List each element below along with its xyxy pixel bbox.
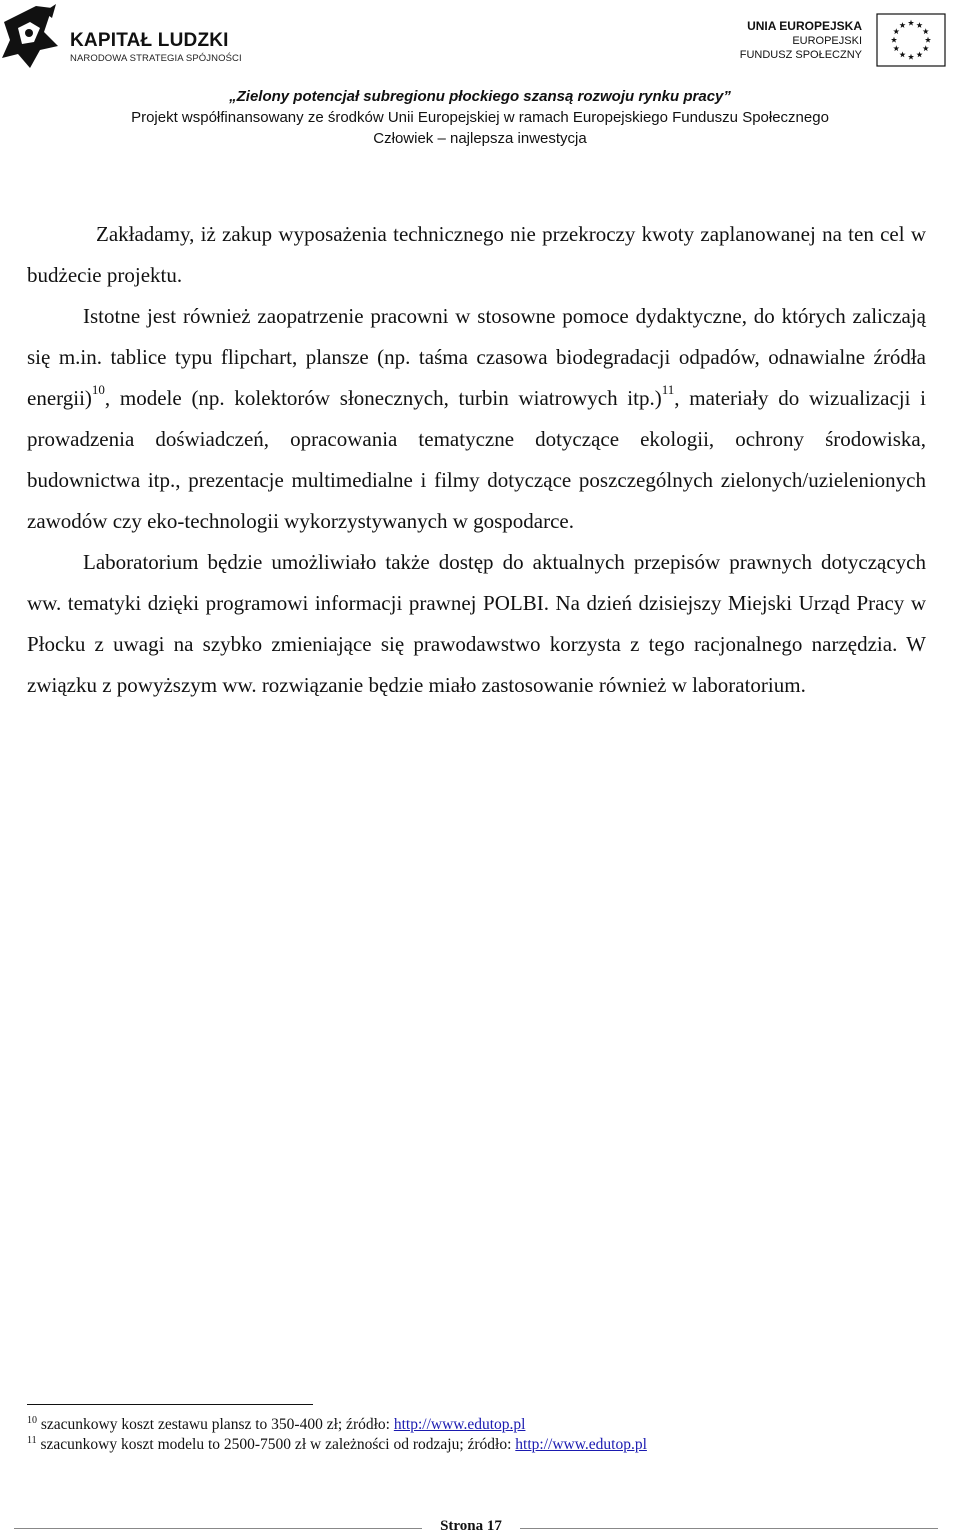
- page-number: Strona 17: [440, 1518, 502, 1534]
- footnote-ref-10[interactable]: 10: [91, 382, 105, 397]
- footnote-number: 10: [27, 1414, 37, 1426]
- paragraph-2-part-b: , modele (np. kolektorów słonecznych, turbin wiatrowych itp.): [104, 386, 662, 410]
- kapital-ludzki-emblem-icon: [0, 2, 62, 70]
- paragraph-2: [27, 296, 926, 542]
- footnote-10: [27, 1415, 927, 1435]
- eu-logo-line1: UNIA EUROPEJSKA: [747, 19, 862, 33]
- cofinance-line: Projekt współfinansowany ze środków Unii Europejskiej w ramach Europejskiego Funduszu Społecznego: [131, 109, 829, 126]
- footnote-text: szacunkowy koszt modelu to 2500-7500 zł w zależności od rodzaju; źródło:: [36, 1436, 516, 1453]
- footnotes: [27, 1415, 927, 1455]
- logo-title: KAPITAŁ LUDZKI: [70, 30, 229, 51]
- footnote-number: 11: [27, 1434, 37, 1446]
- footnote-link[interactable]: http://www.edutop.pl: [393, 1416, 526, 1433]
- footnote-link[interactable]: http://www.edutop.pl: [515, 1436, 647, 1453]
- kapital-ludzki-logo: [0, 0, 260, 72]
- footer-rule-right: [520, 1528, 938, 1529]
- logo-subtitle: NARODOWA STRATEGIA SPÓJNOŚCI: [70, 53, 242, 64]
- footer-rule-left: [14, 1528, 422, 1529]
- footnote-ref-11[interactable]: 11: [661, 382, 675, 397]
- paragraph-1: Zakładamy, iż zakup wyposażenia technicznego nie przekroczy kwoty zaplanowanej na ten cel w budżecie projektu.: [27, 222, 926, 287]
- eu-logo: [739, 10, 948, 72]
- footnote-separator: [27, 1404, 313, 1405]
- paragraph-3: Laboratorium będzie umożliwiało także dostęp do aktualnych przepisów prawnych dotyczących ww. tematyki dzięki programowi informacji prawnej POLBI. Na dzień dzisiejszy Miejski Urząd Pracy w Płocku z uwagi na szybko zmieniające się prawodawstwo korzysta z tego racjonalnego narzędzia. W związku z powyższym ww. rozwiązanie będzie miało zastosowanie również w laboratorium.: [27, 550, 926, 697]
- paragraph-2-part-a: Istotne jest również zaopatrzenie pracowni w stosowne pomoce dydaktyczne, do których zaliczają się m.in. tablice typu flipchart, plansze (np. taśma czasowa biodegradacji odpadów, odnawialne źródła energii): [27, 304, 926, 410]
- motto: Człowiek – najlepsza inwestycja: [373, 130, 587, 147]
- paragraph-2-part-c: , materiały do wizualizacji i prowadzenia doświadczeń, opracowania tematyczne dotyczące ekologii, ochrony środowiska, budownictwa itp., prezentacje multimedialne i filmy dotyczące poszczególnych zielonych/uzielenionych zawodów czy eko-technologii wykorzystywanych w gospodarce.: [27, 386, 927, 533]
- project-header: [0, 86, 960, 149]
- eu-logo-line3: FUNDUSZ SPOŁECZNY: [739, 49, 862, 61]
- project-title: „Zielony potencjał subregionu płockiego szansą rozwoju rynku pracy”: [229, 88, 731, 105]
- footnote-text: szacunkowy koszt zestawu plansz to 350-400 zł; źródło:: [37, 1416, 394, 1433]
- footnote-11: [27, 1435, 927, 1455]
- eu-flag-icon: [876, 13, 946, 67]
- eu-logo-line2: EUROPEJSKI: [792, 35, 862, 47]
- document-body: [27, 214, 926, 706]
